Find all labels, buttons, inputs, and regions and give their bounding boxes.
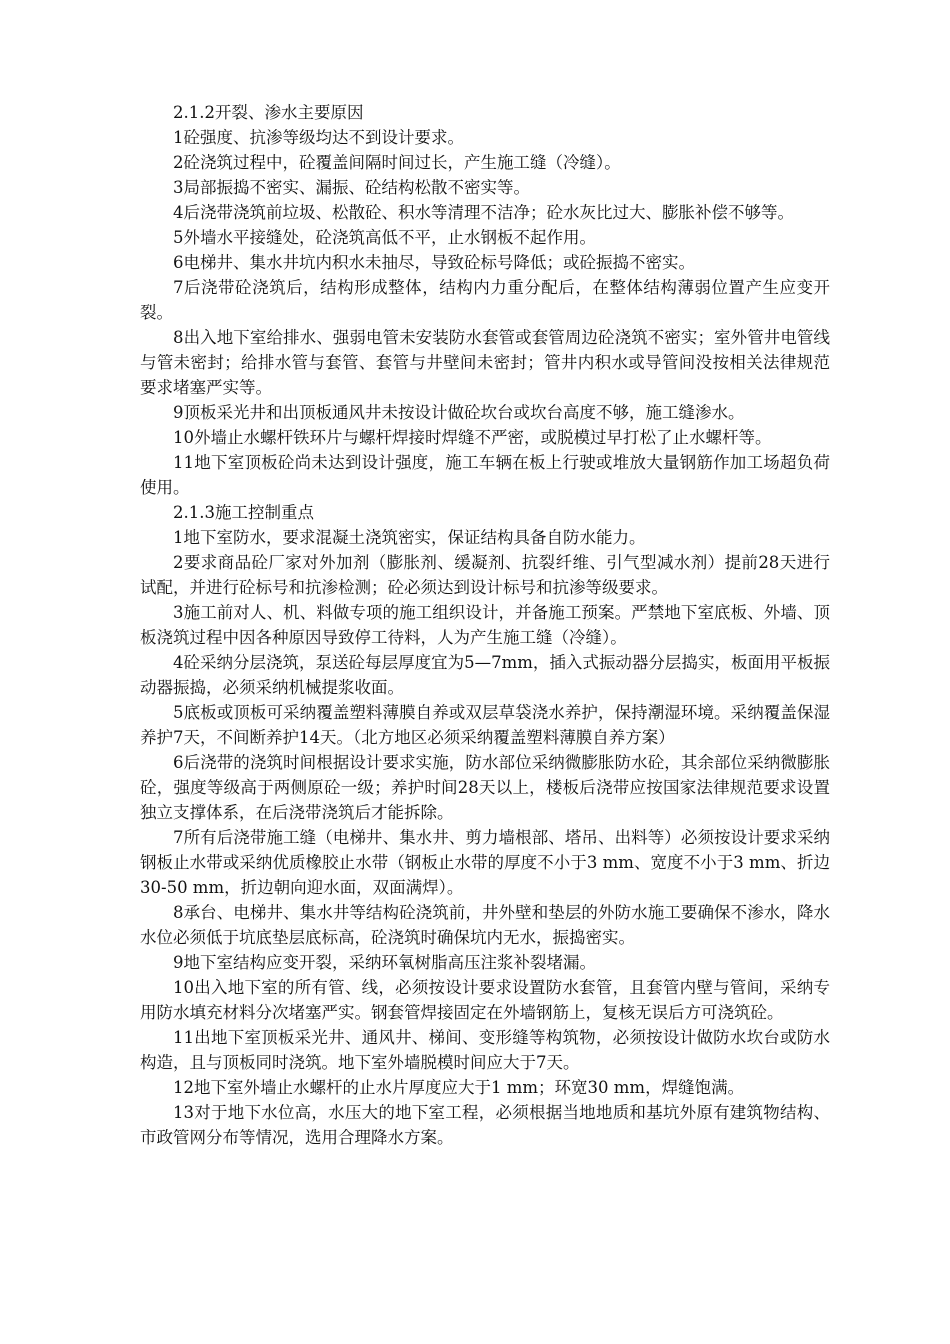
list-item: 2要求商品砼厂家对外加剂（膨胀剂、缓凝剂、抗裂纤维、引气型减水剂）提前28天进行试配，并进行砼标号和抗渗检测；砼必须达到设计标号和抗渗等级要求。 bbox=[140, 553, 830, 597]
list-item: 4后浇带浇筑前垃圾、松散砼、积水等清理不洁净；砼水灰比过大、膨胀补偿不够等。 bbox=[173, 203, 794, 222]
list-item: 3局部振捣不密实、漏振、砼结构松散不密实等。 bbox=[173, 178, 530, 197]
list-item: 7后浇带砼浇筑后，结构形成整体，结构内力重分配后，在整体结构薄弱位置产生应变开裂。 bbox=[140, 278, 830, 322]
list-item: 11出地下室顶板采光井、通风井、梯间、变形缝等构筑物，必须按设计做防水坎台或防水构造，且与顶板同时浇筑。地下室外墙脱模时间应大于7天。 bbox=[140, 1028, 830, 1072]
list-item: 1地下室防水，要求混凝土浇筑密实，保证结构具备自防水能力。 bbox=[173, 528, 646, 547]
list-item: 12地下室外墙止水螺杆的止水片厚度应大于1 mm；环宽30 mm，焊缝饱满。 bbox=[173, 1078, 745, 1097]
list-item: 6后浇带的浇筑时间根据设计要求实施，防水部位采纳微膨胀防水砼，其余部位采纳微膨胀砼，强度等级高于两侧原砼一级；养护时间28天以上，楼板后浇带应按国家法律规范要求设置独立支撑体系，在后浇带浇筑后才能拆除。 bbox=[140, 753, 830, 822]
list-item: 5底板或顶板可采纳覆盖塑料薄膜自养或双层草袋浇水养护，保持潮湿环境。采纳覆盖保湿养护7天，不间断养护14天。（北方地区必须采纳覆盖塑料薄膜自养方案） bbox=[140, 703, 830, 747]
list-item: 9顶板采光井和出顶板通风井未按设计做砼坎台或坎台高度不够，施工缝渗水。 bbox=[173, 403, 745, 422]
list-item: 13对于地下水位高，水压大的地下室工程，必须根据当地地质和基坑外原有建筑物结构、市政管网分布等情况，选用合理降水方案。 bbox=[140, 1103, 830, 1147]
list-item: 4砼采纳分层浇筑，泵送砼每层厚度宜为5—7mm，插入式振动器分层捣实，板面用平板振动器振捣，必须采纳机械提浆收面。 bbox=[140, 653, 830, 697]
list-item: 9地下室结构应变开裂，采纳环氧树脂高压注浆补裂堵漏。 bbox=[173, 953, 596, 972]
list-item: 8承台、电梯井、集水井等结构砼浇筑前，井外壁和垫层的外防水施工要确保不渗水，降水水位必须低于坑底垫层底标高，砼浇筑时确保坑内无水，振捣密实。 bbox=[140, 903, 830, 947]
list-item: 3施工前对人、机、料做专项的施工组织设计，并备施工预案。严禁地下室底板、外墙、顶板浇筑过程中因各种原因导致停工待料，人为产生施工缝（冷缝）。 bbox=[140, 603, 830, 647]
list-item: 1砼强度、抗渗等级均达不到设计要求。 bbox=[173, 128, 464, 147]
list-item: 6电梯井、集水井坑内积水未抽尽，导致砼标号降低；或砼振捣不密实。 bbox=[173, 253, 695, 272]
document-body bbox=[140, 100, 830, 1150]
list-item: 8出入地下室给排水、强弱电管未安装防水套管或套管周边砼浇筑不密实；室外管井电管线与管未密封；给排水管与套管、套管与井壁间未密封；管井内积水或导管间没按相关法律规范要求堵塞严实等。 bbox=[140, 328, 830, 397]
list-item: 2砼浇筑过程中，砼覆盖间隔时间过长，产生施工缝（冷缝）。 bbox=[173, 153, 621, 172]
list-item: 10出入地下室的所有管、线，必须按设计要求设置防水套管，且套管内壁与管间，采纳专用防水填充材料分次堵塞严实。钢套管焊接固定在外墙钢筋上，复核无误后方可浇筑砼。 bbox=[140, 978, 830, 1022]
list-item: 10外墙止水螺杆铁环片与螺杆焊接时焊缝不严密，或脱模过早打松了止水螺杆等。 bbox=[173, 428, 772, 447]
section-heading: 2.1.3施工控制重点 bbox=[173, 503, 314, 522]
list-item: 7所有后浇带施工缝（电梯井、集水井、剪力墙根部、塔吊、出料等）必须按设计要求采纳钢板止水带或采纳优质橡胶止水带（钢板止水带的厚度不小于3 mm、宽度不小于3 mm、折边30-50 mm，折边朝向迎水面，双面满焊）。 bbox=[140, 828, 830, 897]
section-heading: 2.1.2开裂、渗水主要原因 bbox=[173, 103, 364, 122]
list-item: 5外墙水平接缝处，砼浇筑高低不平，止水钢板不起作用。 bbox=[173, 228, 596, 247]
list-item: 11地下室顶板砼尚未达到设计强度，施工车辆在板上行驶或堆放大量钢筋作加工场超负荷使用。 bbox=[140, 453, 830, 497]
